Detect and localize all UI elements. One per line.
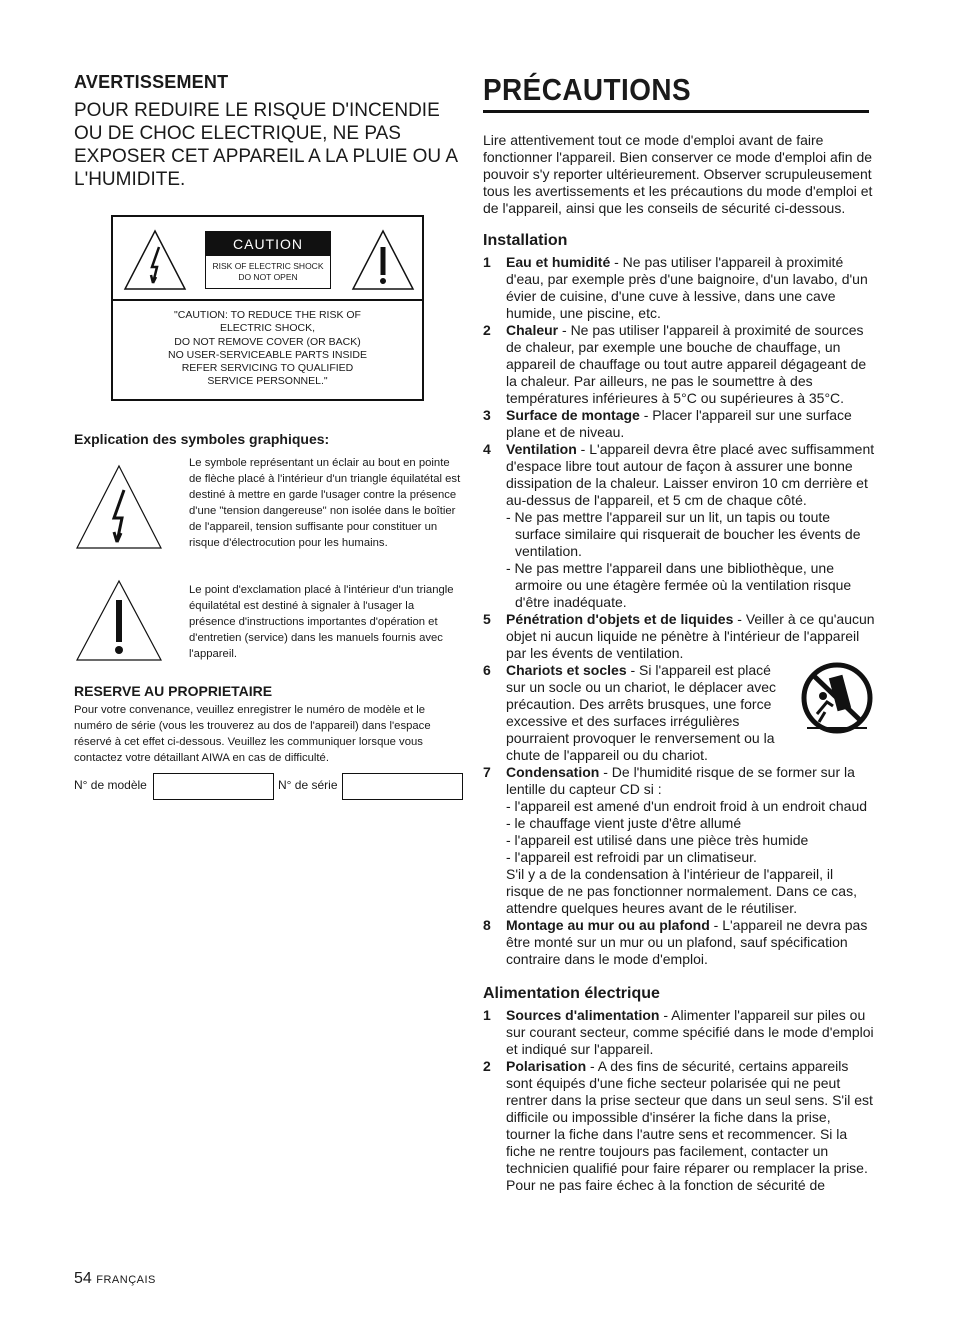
page-number: 54 <box>74 1270 92 1287</box>
installation-item <box>483 611 875 662</box>
item-term: Ventilation <box>506 441 577 457</box>
item-text: - Placer l'appareil sur une surface plane et de niveau. <box>506 407 852 440</box>
power-item <box>483 1007 875 1058</box>
item-number: 5 <box>483 611 491 627</box>
installation-list <box>483 254 875 968</box>
precautions-intro: Lire attentivement tout ce mode d'emploi avant de faire fonctionner l'appareil. Bien conserver ce mode d'emploi afin de pouvoir s'y reporter ultérieurement. Observer scrupuleusement tous les avertissements et les précautions du mode d'emploi et de l'appareil, ainsi que les conseils de sécurité ci-dessous. <box>483 132 873 216</box>
title-rule <box>483 110 869 113</box>
caution-notice-line: NO USER-SERVICEABLE PARTS INSIDE <box>168 348 367 361</box>
page-footer <box>74 1270 156 1288</box>
item-text: - Veiller à ce qu'aucun objet ni aucun liquide ne pénètre à l'intérieur de l'appareil par les évents de ventilation. <box>506 611 875 661</box>
installation-item <box>483 764 875 917</box>
item-followup-text: S'il y a de la condensation à l'intérieur de l'appareil, il risque de ne pas fonctionner normalement. Dans ce cas, attendre quelques heures avant de le réutiliser. <box>506 866 857 916</box>
power-list <box>483 1007 875 1194</box>
exclamation-triangle-icon <box>74 578 164 664</box>
sub-item: - l'appareil est utilisé dans une pièce très humide <box>506 832 809 848</box>
exclamation-triangle-icon <box>351 229 415 291</box>
sub-item: - Ne pas mettre l'appareil sur un lit, un tapis ou toute surface similaire qui risquerait de boucher les évents de ventilation. <box>506 509 861 559</box>
sub-item: - l'appareil est amené d'un endroit froid à un endroit chaud <box>506 798 868 814</box>
installation-item <box>483 441 875 611</box>
item-text: - L'appareil ne devra pas être monté sur un mur ou un plafond, sauf spécification contraire dans le mode d'emploi. <box>506 917 868 967</box>
exclamation-explanation: Le point d'exclamation placé à l'intérieur d'un triangle équilatétal est destiné à signaler à l'usager la présence d'instructions importantes d'opération et d'entretien (service) dans les manuels fournis avec l'appareil. <box>189 584 454 660</box>
caution-notice-line: DO NOT REMOVE COVER (OR BACK) <box>174 335 361 348</box>
installation-item <box>483 662 875 764</box>
installation-heading: Installation <box>483 232 568 249</box>
caution-heading: CAUTION <box>206 232 330 256</box>
reserve-text: Pour votre convenance, veuillez enregistrer le numéro de modèle et le numéro de série (vous les trouverez au dos de l'appareil) dans l'espace réservé à cet effet ci-dessous. Veuillez les communiquer lorsque vous contactez votre détaillant AIWA en cas de difficulté. <box>74 704 431 764</box>
right-column <box>483 72 875 1194</box>
cart-tipping-warning-icon <box>799 662 875 734</box>
caution-risk-text <box>206 261 330 283</box>
sub-item: - l'appareil est refroidi par un climatiseur. <box>506 849 757 865</box>
item-number: 6 <box>483 662 491 678</box>
caution-open-line: DO NOT OPEN <box>238 272 298 282</box>
caution-notice <box>113 309 422 389</box>
item-number: 8 <box>483 917 491 933</box>
caution-risk-line: RISK OF ELECTRIC SHOCK <box>212 261 324 271</box>
item-text: - Alimenter l'appareil sur piles ou sur courant secteur, comme spécifié dans le mode d'emploi et indiqué sur l'appareil. <box>506 1007 874 1057</box>
item-text: - De l'humidité risque de se former sur la lentille du capteur CD si : <box>506 764 855 797</box>
power-heading: Alimentation électrique <box>483 985 660 1002</box>
model-number-field[interactable] <box>153 773 274 800</box>
item-term: Sources d'alimentation <box>506 1007 660 1023</box>
item-term: Condensation <box>506 764 600 780</box>
item-term: Eau et humidité <box>506 254 611 270</box>
item-number: 3 <box>483 407 491 423</box>
item-number: 2 <box>483 322 491 338</box>
caution-notice-line: SERVICE PERSONNEL." <box>207 375 328 388</box>
power-item <box>483 1058 875 1194</box>
item-term: Chaleur <box>506 322 559 338</box>
item-number: 1 <box>483 1007 491 1023</box>
left-column <box>74 72 466 191</box>
serial-number-label: N° de série <box>278 778 338 792</box>
item-term: Montage au mur ou au plafond <box>506 917 710 933</box>
reserve-title: RESERVE AU PROPRIETAIRE <box>74 683 273 699</box>
item-number: 4 <box>483 441 491 457</box>
caution-notice-line: REFER SERVICING TO QUALIFIED <box>181 362 354 375</box>
item-number: 2 <box>483 1058 491 1074</box>
precautions-title: PRÉCAUTIONS <box>483 72 692 107</box>
item-text: - Ne pas utiliser l'appareil à proximité d'eau, par exemple près d'une baignoire, d'un lavabo, d'un évier de cuisine, d'une cuve à lessive, dans une cave humide, une piscine, etc. <box>506 254 868 321</box>
item-number: 1 <box>483 254 491 270</box>
item-term: Surface de montage <box>506 407 640 423</box>
sub-list <box>506 509 875 611</box>
caution-sticker <box>205 231 331 289</box>
lightning-triangle-icon <box>74 462 164 552</box>
warning-title: AVERTISSEMENT <box>74 72 229 92</box>
serial-number-field[interactable] <box>342 773 463 800</box>
item-text: - A des fins de sécurité, certains appareils sont équipés d'une fiche secteur polarisée qui ne peut rentrer dans la prise secteur que dans un seul sens. S'il est difficile ou impossible d'insérer la fiche dans la prise, tourner la fiche dans l'autre sens et recommencer. Si la fiche ne rentre toujours pas facilement, contacter un technicien qualifié pour faire réparer ou remplacer la prise. Pour ne pas faire échec à la fonction de sécurité de <box>506 1058 873 1193</box>
installation-item <box>483 917 875 968</box>
caution-notice-line: "CAUTION: TO REDUCE THE RISK OF <box>174 309 361 321</box>
sub-item: - Ne pas mettre l'appareil dans une bibliothèque, une armoire ou une étagère fermée où la ventilation risque d'être inadéquate. <box>506 560 852 610</box>
item-number: 7 <box>483 764 491 780</box>
item-text: - Ne pas utiliser l'appareil à proximité de sources de chaleur, par exemple une bouche de chauffage, un appareil de chauffage ou tout autre appareil dégageant de la chaleur. Par ailleurs, ne pas le soumettre à des températures inférieures à 5°C ou supérieures à 35°C. <box>506 322 867 406</box>
lightning-explanation: Le symbole représentant un éclair au bout en pointe de flèche placé à l'intérieur d'un triangle équilatétal est destiné à mettre en garde l'usager contre la présence d'une "tension dangereuse" non isolée dans le boîtier de l'appareil, tension suffisante pour constituer un risque d'électrocution pour les humains. <box>189 457 461 549</box>
symbols-title: Explication des symboles graphiques: <box>74 431 330 447</box>
sub-item: - le chauffage vient juste d'être allumé <box>506 815 742 831</box>
installation-item <box>483 322 875 407</box>
model-number-label: N° de modèle <box>74 778 147 792</box>
sub-list <box>506 798 875 866</box>
warning-text: POUR REDUIRE LE RISQUE D'INCENDIE OU DE CHOC ELECTRIQUE, NE PAS EXPOSER CET APPAREIL A LA PLUIE OU A L'HUMIDITE. <box>74 100 457 190</box>
caution-label-box <box>111 215 424 401</box>
caution-notice-line: ELECTRIC SHOCK, <box>219 322 316 335</box>
item-text: - L'appareil devra être placé avec suffisamment d'espace libre tout autour de façon à assurer une bonne dissipation de la chaleur. Laisser environ 10 cm derrière et au-dessus de l'appareil, et 5 cm de chaque côté. <box>506 441 875 508</box>
installation-item <box>483 407 875 441</box>
caution-label-top <box>113 217 422 301</box>
item-term: Polarisation <box>506 1058 587 1074</box>
installation-item <box>483 254 875 322</box>
lightning-triangle-icon <box>123 229 187 291</box>
item-term: Pénétration d'objets et de liquides <box>506 611 734 627</box>
language-label: FRANÇAIS <box>96 1274 156 1286</box>
item-term: Chariots et socles <box>506 662 627 678</box>
item-text: - Si l'appareil est placé sur un socle ou un chariot, le déplacer avec précaution. Des arrêts brusques, une force excessive et des surfaces irrégulières pourraient provoquer le renversement ou la chute de l'appareil ou du chariot. <box>506 662 777 763</box>
